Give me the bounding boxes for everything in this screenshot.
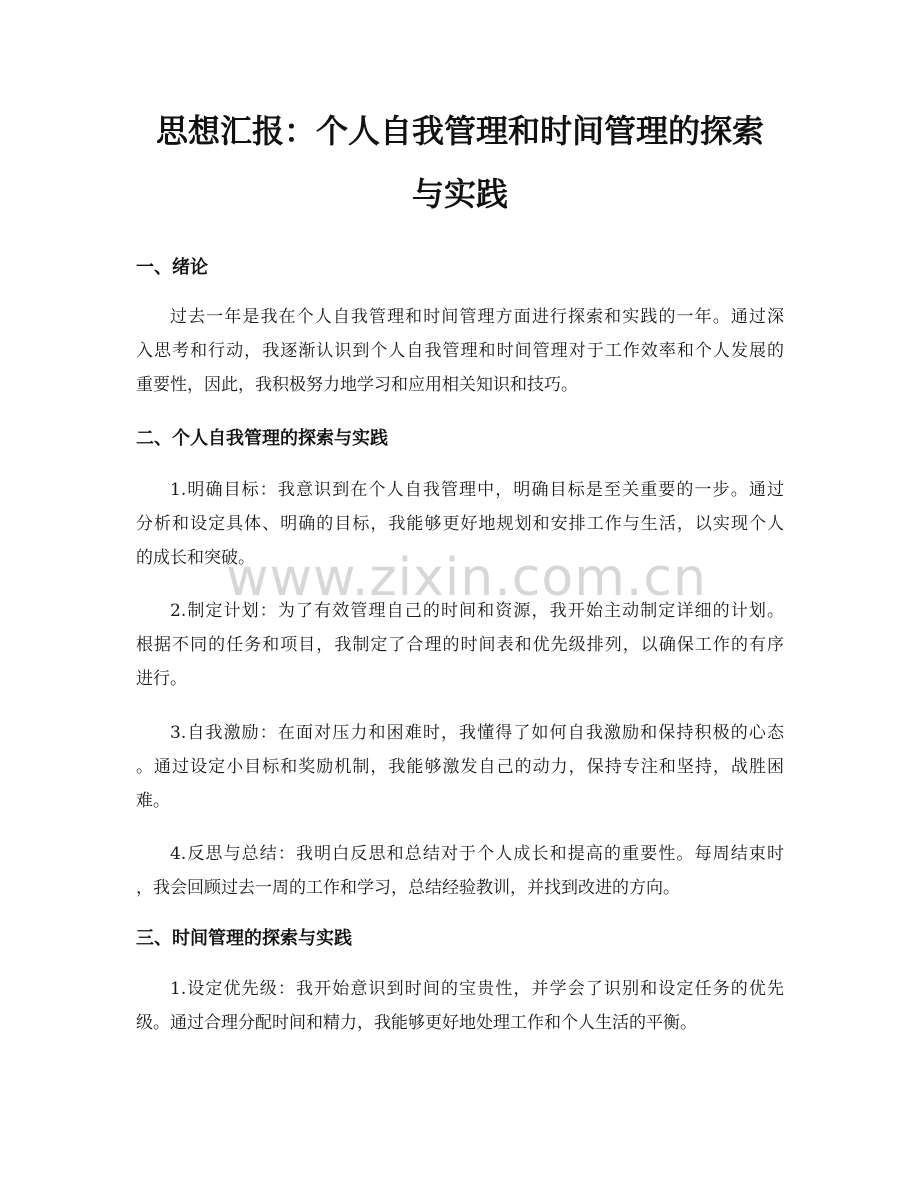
paragraph-line: 过去一年是我在个人自我管理和时间管理方面进行探索和实践的一年。通过深 xyxy=(170,307,784,327)
paragraph-line: 。通过设定小目标和奖励机制，我能够激发自己的动力，保持专注和坚持，战胜困 xyxy=(136,757,784,777)
section-heading-introduction: 一、绪论 xyxy=(136,257,208,278)
paragraph-reflection xyxy=(136,837,784,905)
section-heading-time-management: 三、时间管理的探索与实践 xyxy=(136,928,352,949)
paragraph-introduction xyxy=(136,300,784,402)
paragraph-line: 级。通过合理分配时间和精力，我能够更好地处理工作和个人生活的平衡。 xyxy=(136,1013,697,1033)
paragraph-line: 1.明确目标：我意识到在个人自我管理中，明确目标是至关重要的一步。通过 xyxy=(170,480,784,500)
paragraph-line: 4.反思与总结：我明白反思和总结对于个人成长和提高的重要性。每周结束时 xyxy=(170,844,784,864)
document-title-line-2: 与实践 xyxy=(411,175,508,213)
paragraph-set-priorities xyxy=(136,972,784,1040)
paragraph-self-motivation xyxy=(136,716,784,818)
watermark: www.zixin.com.cn xyxy=(226,548,707,608)
paragraph-line: 1.设定优先级：我开始意识到时间的宝贵性，并学会了识别和设定任务的优先 xyxy=(170,979,784,999)
paragraph-make-plans xyxy=(136,594,784,696)
section-heading-self-management: 二、个人自我管理的探索与实践 xyxy=(136,428,388,449)
paragraph-line: 重要性，因此，我积极努力地学习和应用相关知识和技巧。 xyxy=(136,375,578,395)
paragraph-line: 入思考和行动，我逐渐认识到个人自我管理和时间管理对于工作效率和个人发展的 xyxy=(136,341,784,361)
paragraph-line: 进行。 xyxy=(136,669,187,689)
paragraph-line: 3.自我激励：在面对压力和困难时，我懂得了如何自我激励和保持积极的心态 xyxy=(170,723,784,743)
paragraph-line: ，我会回顾过去一周的工作和学习，总结经验教训，并找到改进的方向。 xyxy=(136,878,680,898)
paragraph-line: 2.制定计划：为了有效管理自己的时间和资源，我开始主动制定详细的计划。 xyxy=(170,601,784,621)
paragraph-line: 根据不同的任务和项目，我制定了合理的时间表和优先级排列，以确保工作的有序 xyxy=(136,635,784,655)
document-title-line-1: 思想汇报：个人自我管理和时间管理的探索 xyxy=(155,112,764,150)
paragraph-line: 难。 xyxy=(136,791,170,811)
paragraph-line: 的成长和突破。 xyxy=(136,548,255,568)
paragraph-line: 分析和设定具体、明确的目标，我能够更好地规划和安排工作与生活，以实现个人 xyxy=(136,514,784,534)
